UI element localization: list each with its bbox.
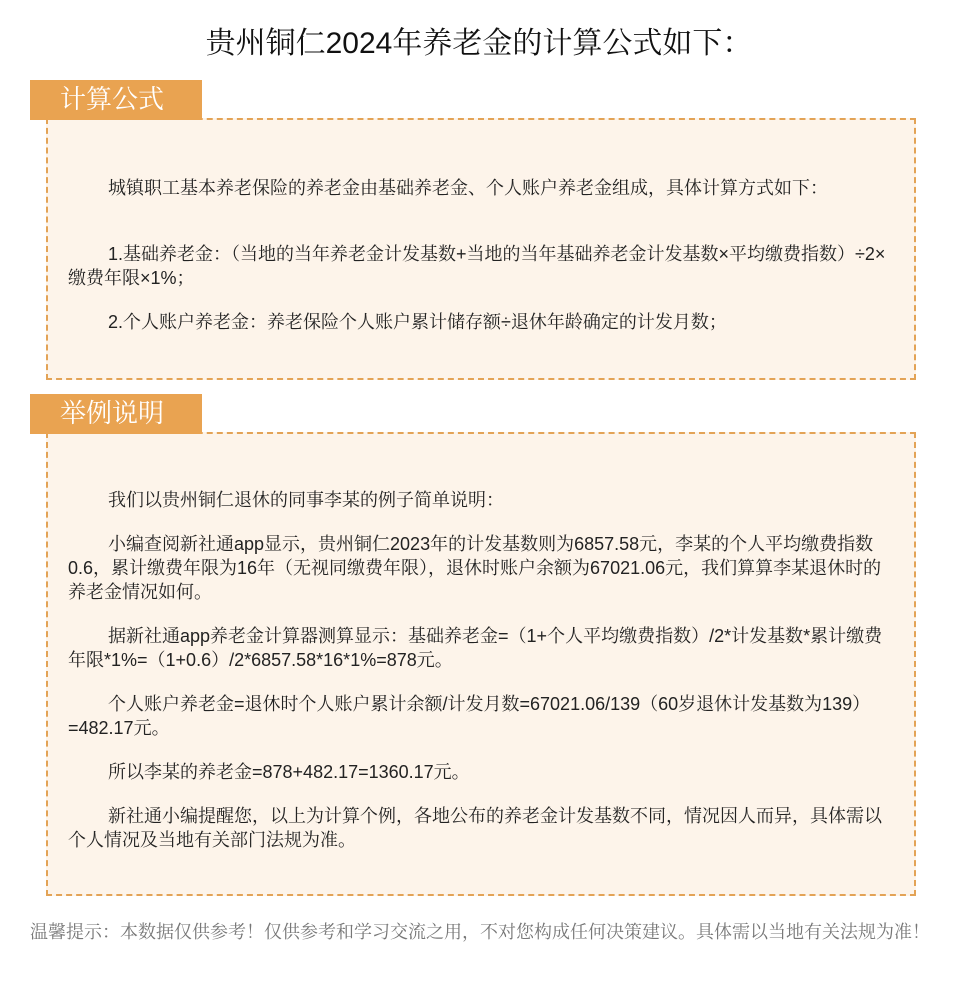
- formula-section-tag: 计算公式: [30, 80, 202, 120]
- example-basic-pension-paragraph: 据新社通app养老金计算器测算显示：基础养老金=（1+个人平均缴费指数）/2*计发基数*累计缴费年限*1%=（1+0.6）/2*6857.58*16*1%=878元。: [68, 626, 883, 670]
- example-data-paragraph: 小编查阅新社通app显示，贵州铜仁2023年的计发基数则为6857.58元，李某的个人平均缴费指数0.6，累计缴费年限为16年（无视同缴费年限），退休时账户余额为67021.06元，我们算算李某退休时的养老金情况如何。: [68, 534, 882, 602]
- formula-intro-paragraph: 城镇职工基本养老保险的养老金由基础养老金、个人账户养老金组成，具体计算方式如下：: [108, 178, 828, 198]
- example-personal-account-paragraph: 个人账户养老金=退休时个人账户累计余额/计发月数=67021.06/139（60岁退休计发基数为139）=482.17元。: [68, 694, 871, 738]
- formula-personal-account-paragraph: 2.个人账户养老金：养老保险个人账户累计储存额÷退休年龄确定的计发月数；: [108, 312, 727, 332]
- example-section-box: [46, 432, 916, 896]
- example-intro-paragraph: 我们以贵州铜仁退休的同事李某的例子简单说明：: [108, 490, 504, 510]
- example-section-tag: 举例说明: [30, 394, 202, 434]
- formula-basic-pension-paragraph: 1.基础养老金：（当地的当年养老金计发基数+当地的当年基础养老金计发基数×平均缴费指数）÷2×缴费年限×1%；: [68, 244, 886, 288]
- example-total-paragraph: 所以李某的养老金=878+482.17=1360.17元。: [108, 762, 470, 782]
- formula-section-box: [46, 118, 916, 380]
- footer-tip: 温馨提示：本数据仅供参考！仅供参考和学习交流之用，不对您构成任何决策建议。具体需以当地有关法规为准！: [30, 922, 930, 942]
- example-reminder-paragraph: 新社通小编提醒您，以上为计算个例，各地公布的养老金计发基数不同，情况因人而异，具体需以个人情况及当地有关部门法规为准。: [68, 806, 882, 850]
- page-title: 贵州铜仁2024年养老金的计算公式如下：: [205, 27, 753, 60]
